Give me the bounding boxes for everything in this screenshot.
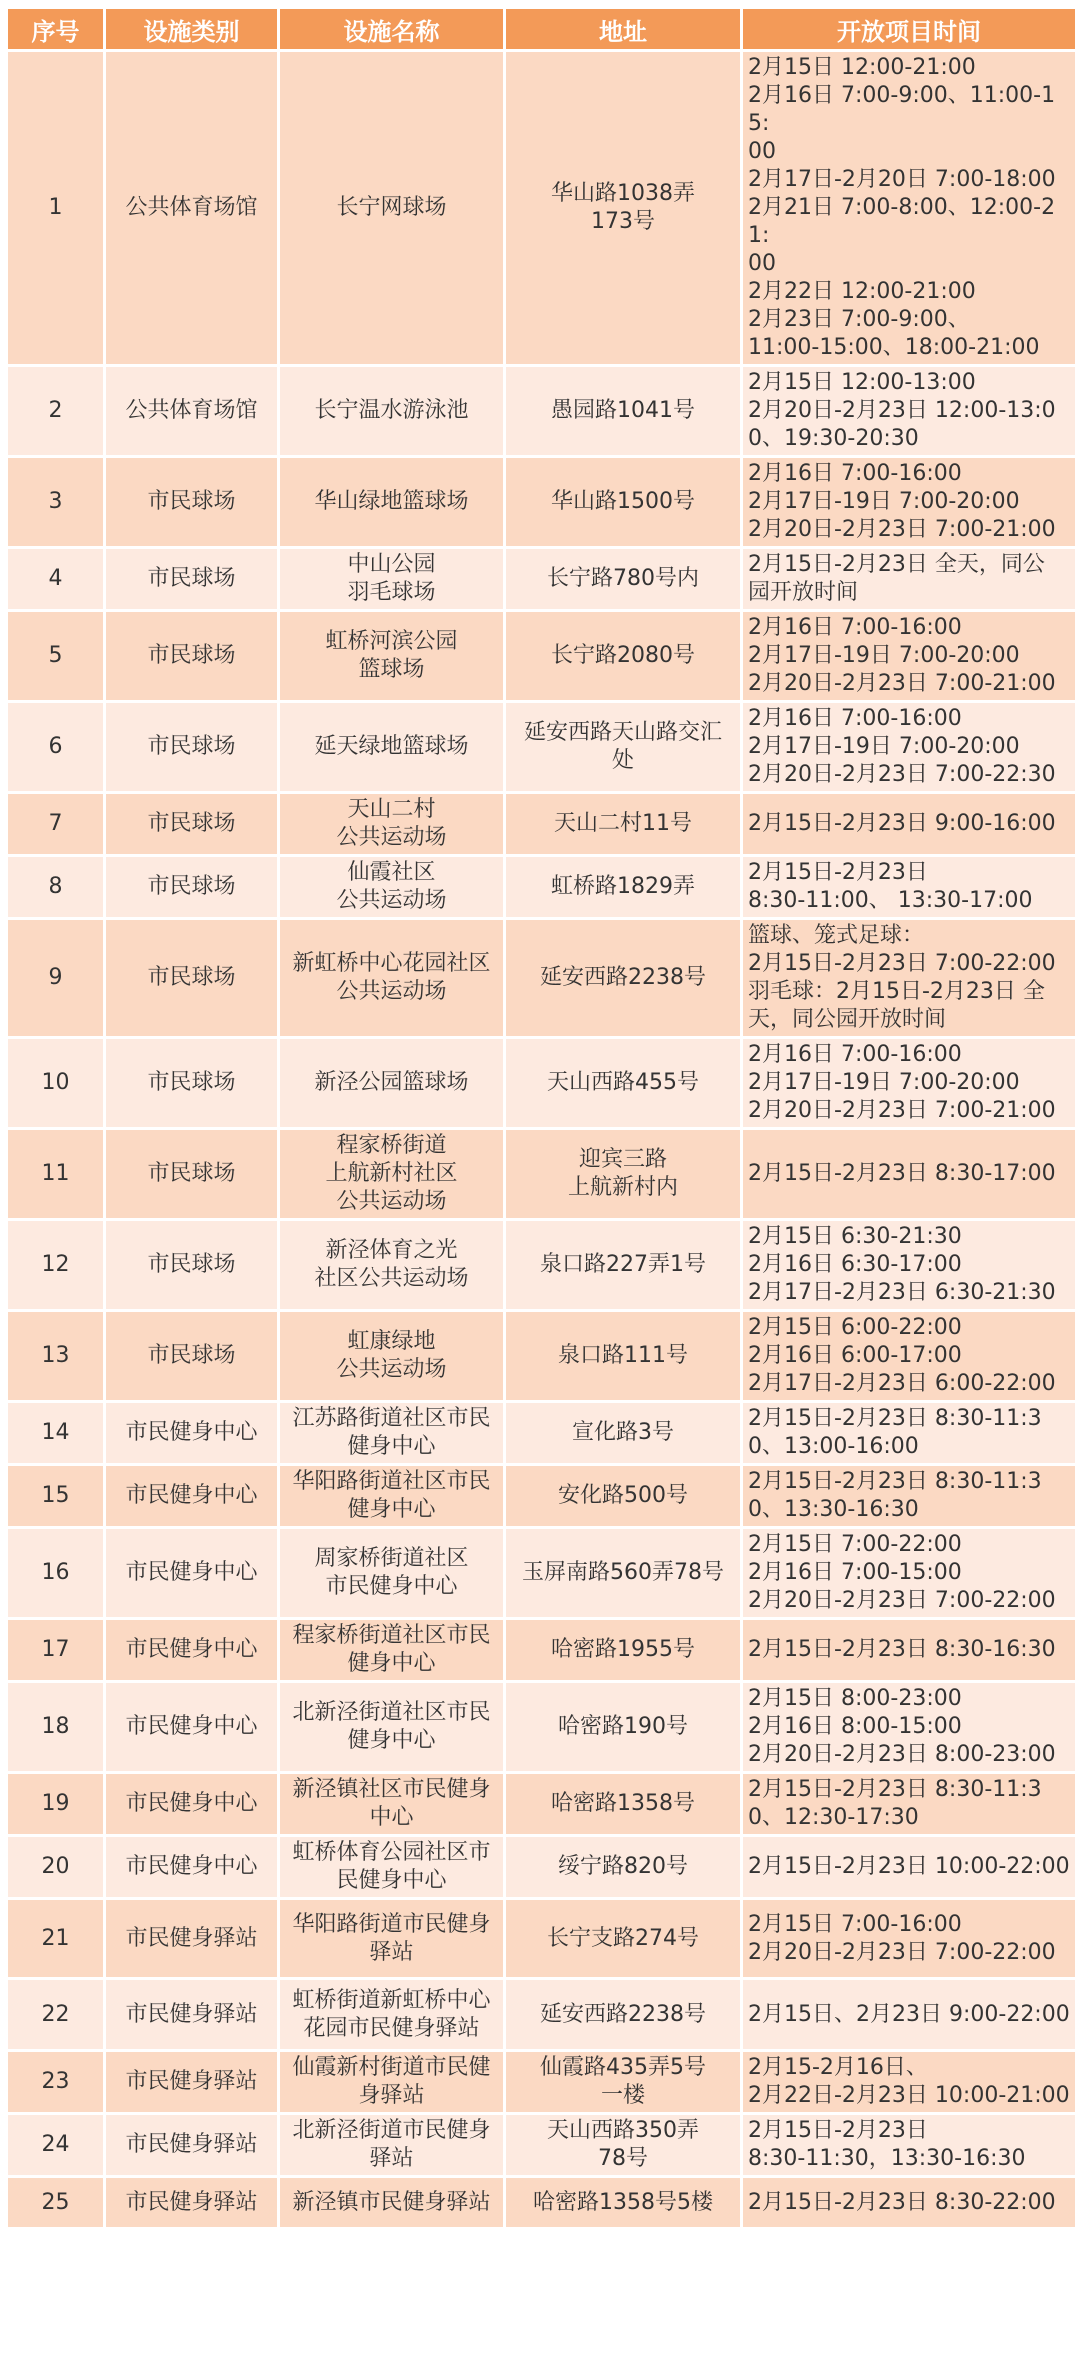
facility-address-line: 玉屏南路560弄78号: [522, 1560, 724, 1585]
opening-times-line: 2月21日 7:00-8:00、12:00-21:: [748, 195, 1056, 248]
opening-times-line: 2月16日 7:00-16:00: [748, 461, 962, 486]
opening-times-line: 2月16日 6:00-17:00: [748, 1343, 962, 1368]
facility-name-line: 健身中心: [347, 1651, 436, 1676]
opening-times: [742, 1402, 1077, 1465]
facility-address: [505, 51, 742, 366]
facility-address-line: 哈密路190号: [558, 1714, 688, 1739]
opening-times-line: 天，同公园开放时间: [748, 1007, 947, 1032]
facility-category: 市民健身中心: [105, 1682, 279, 1773]
facility-name-line: 新泾镇市民健身驿站: [292, 2189, 491, 2215]
opening-times-line: 2月16日 7:00-15:00: [748, 1560, 962, 1585]
opening-times: [742, 1528, 1077, 1619]
facility-category: 市民健身中心: [105, 1528, 279, 1619]
facility-address-line: 处: [611, 748, 634, 773]
facility-name-line: 花园市民健身驿站: [303, 2015, 480, 2041]
row-number: 25: [7, 2177, 105, 2229]
facility-name-line: 中山公园: [347, 552, 436, 577]
table-body: [7, 51, 1077, 2229]
table-row: [7, 1402, 1077, 1465]
opening-times: [742, 1899, 1077, 1979]
opening-times-line: 2月20日-2月23日 7:00-22:00: [748, 1588, 1056, 1613]
opening-times-line: 2月20日-2月23日 7:00-22:30: [748, 762, 1056, 787]
row-number: 23: [7, 2051, 105, 2114]
facility-address-line: 安化路500号: [558, 1483, 688, 1508]
facility-address: [505, 1402, 742, 1465]
opening-times-line: 2月15日-2月23日 8:30-11:3: [748, 1777, 1042, 1802]
facility-address-line: 一楼: [600, 2083, 645, 2108]
opening-times-line: 2月17日-19日 7:00-20:00: [748, 1070, 1020, 1095]
facility-name-line: 虹桥河滨公园: [325, 629, 458, 654]
opening-times-line: 2月15日 8:00-23:00: [748, 1686, 962, 1711]
facility-address-line: 天山西路455号: [547, 1070, 699, 1095]
facility-name-line: 仙霞新村街道市民健: [292, 2055, 491, 2080]
table-row: [7, 1619, 1077, 1682]
facility-name: [279, 1311, 505, 1402]
header-name: 设施名称: [279, 8, 505, 51]
facility-name-line: 华阳路街道社区市民: [292, 1469, 491, 1494]
facility-category: 市民球场: [105, 702, 279, 793]
row-number: 24: [7, 2114, 105, 2177]
header-times: 开放项目时间: [742, 8, 1077, 51]
facility-category: 市民球场: [105, 611, 279, 702]
opening-times-line: 篮球、笼式足球：: [748, 923, 925, 948]
facility-name-line: 程家桥街道社区市民: [292, 1623, 491, 1648]
row-number: 4: [7, 548, 105, 611]
facility-name-line: 北新泾街道社区市民: [292, 1700, 491, 1725]
table-row: [7, 1773, 1077, 1836]
facility-name-line: 公共运动场: [336, 979, 447, 1004]
facility-address: [505, 1836, 742, 1899]
facility-name-line: 社区公共运动场: [314, 1266, 469, 1291]
facility-address-line: 华山路1500号: [551, 489, 695, 514]
opening-times: [742, 1773, 1077, 1836]
facility-name-line: 民健身中心: [336, 1868, 447, 1893]
row-number: 22: [7, 1979, 105, 2051]
opening-times-line: 2月20日-2月23日 7:00-22:00: [748, 1939, 1056, 1965]
opening-times: [742, 2114, 1077, 2177]
facility-name-line: 虹康绿地: [347, 1329, 436, 1354]
table-row: [7, 1979, 1077, 2051]
facility-category: 市民健身驿站: [105, 2114, 279, 2177]
facility-name-line: 健身中心: [347, 1497, 436, 1522]
facility-category: 市民健身中心: [105, 1465, 279, 1528]
table-row: [7, 2114, 1077, 2177]
opening-times: [742, 1979, 1077, 2051]
facility-name-line: 长宁温水游泳池: [314, 398, 469, 423]
facility-address-line: 愚园路1041号: [551, 398, 695, 423]
facility-name-line: 周家桥街道社区: [314, 1546, 469, 1571]
opening-times-line: 2月17日-19日 7:00-20:00: [748, 734, 1020, 759]
facility-name: [279, 702, 505, 793]
table-row: [7, 51, 1077, 366]
facility-name: [279, 2114, 505, 2177]
facility-address: [505, 548, 742, 611]
opening-times: [742, 1619, 1077, 1682]
opening-times-line: 羽毛球：2月15日-2月23日 全: [748, 979, 1045, 1004]
facility-name: [279, 1773, 505, 1836]
opening-times-line: 2月20日-2月23日 7:00-21:00: [748, 1098, 1056, 1123]
row-number: 21: [7, 1899, 105, 1979]
facility-category: 市民球场: [105, 1311, 279, 1402]
facility-address-line: 虹桥路1829弄: [551, 874, 695, 899]
table-row: [7, 919, 1077, 1038]
facility-address-line: 长宁路2080号: [551, 643, 695, 668]
facility-address-line: 延安西路2238号: [540, 2001, 706, 2027]
facility-category: 市民健身驿站: [105, 2051, 279, 2114]
facility-name-line: 新泾公园篮球场: [314, 1070, 469, 1095]
facility-address: [505, 1619, 742, 1682]
table-row: [7, 793, 1077, 856]
opening-times-line: 2月15日-2月23日 10:00-22:00: [748, 1854, 1070, 1879]
facility-address-line: 迎宾三路: [578, 1147, 667, 1172]
row-number: 8: [7, 856, 105, 919]
facility-name-line: 新泾体育之光: [325, 1238, 458, 1263]
facility-category: 市民球场: [105, 919, 279, 1038]
facility-category: 市民健身中心: [105, 1402, 279, 1465]
facility-name: [279, 2051, 505, 2114]
row-number: 9: [7, 919, 105, 1038]
opening-times-line: 8:30-11:30，13:30-16:30: [748, 2146, 1026, 2171]
facility-category: 市民球场: [105, 1220, 279, 1311]
facility-address-line: 哈密路1358号5楼: [533, 2189, 713, 2215]
facility-category: 市民健身中心: [105, 1836, 279, 1899]
table-row: [7, 1038, 1077, 1129]
row-number: 14: [7, 1402, 105, 1465]
opening-times-line: 2月16日 6:30-17:00: [748, 1252, 962, 1277]
opening-times: [742, 366, 1077, 457]
facility-name-line: 公共运动场: [336, 825, 447, 850]
table-row: [7, 611, 1077, 702]
facility-name-line: 市民健身中心: [325, 1574, 458, 1599]
header-no: 序号: [7, 8, 105, 51]
row-number: 15: [7, 1465, 105, 1528]
table-row: [7, 856, 1077, 919]
facility-category: 市民球场: [105, 548, 279, 611]
facility-address-line: 宣化路3号: [572, 1420, 674, 1445]
facility-address-line: 哈密路1955号: [551, 1637, 695, 1662]
facility-category: 市民健身驿站: [105, 1899, 279, 1979]
facility-address: [505, 366, 742, 457]
opening-times: [742, 1836, 1077, 1899]
table-row: [7, 2177, 1077, 2229]
table-row: [7, 1899, 1077, 1979]
opening-times: [742, 611, 1077, 702]
facility-name: [279, 1682, 505, 1773]
facility-name-line: 天山二村: [347, 797, 436, 822]
facility-category: 市民健身驿站: [105, 2177, 279, 2229]
opening-times-line: 2月16日 7:00-16:00: [748, 706, 962, 731]
opening-times-line: 2月16日 7:00-9:00、11:00-15:: [748, 83, 1056, 136]
opening-times-line: 2月16日 7:00-16:00: [748, 615, 962, 640]
facility-name-line: 虹桥街道新虹桥中心: [292, 1987, 491, 2013]
facility-address-line: 长宁路780号内: [547, 566, 699, 591]
facility-address-line: 上航新村内: [567, 1175, 678, 1200]
facility-name: [279, 793, 505, 856]
facility-name: [279, 1402, 505, 1465]
facility-name: [279, 1038, 505, 1129]
facility-name-line: 新泾镇社区市民健身: [292, 1777, 491, 1802]
facility-name-line: 篮球场: [358, 657, 425, 682]
row-number: 20: [7, 1836, 105, 1899]
facility-name-line: 公共运动场: [336, 1357, 447, 1382]
opening-times-line: 2月20日-2月23日 7:00-21:00: [748, 517, 1056, 542]
row-number: 18: [7, 1682, 105, 1773]
facility-address-line: 泉口路227弄1号: [540, 1252, 706, 1277]
facility-address-line: 173号: [591, 209, 655, 234]
facility-name-line: 健身中心: [347, 1728, 436, 1753]
facility-name-line: 驿站: [369, 2146, 414, 2171]
opening-times-line: 2月15日 12:00-21:00: [748, 55, 976, 80]
opening-times-line: 0、19:30-20:30: [748, 426, 919, 451]
facility-address: [505, 2114, 742, 2177]
table-row: [7, 2051, 1077, 2114]
opening-times: [742, 2051, 1077, 2114]
facility-name: [279, 1220, 505, 1311]
facility-schedule-table: [5, 6, 1078, 2230]
opening-times-line: 2月15日-2月23日 8:30-11:3: [748, 1406, 1042, 1431]
opening-times-line: 2月17日-19日 7:00-20:00: [748, 489, 1020, 514]
opening-times: [742, 856, 1077, 919]
facility-name-line: 仙霞社区: [347, 860, 436, 885]
facility-name: [279, 51, 505, 366]
opening-times-line: 2月20日-2月23日 7:00-21:00: [748, 671, 1056, 696]
facility-address: [505, 919, 742, 1038]
opening-times: [742, 919, 1077, 1038]
facility-address-line: 华山路1038弄: [551, 181, 695, 206]
facility-name: [279, 1836, 505, 1899]
facility-address: [505, 1528, 742, 1619]
facility-name-line: 上航新村社区: [325, 1161, 458, 1186]
facility-category: 市民球场: [105, 457, 279, 548]
opening-times-line: 2月15-2月16日、: [748, 2055, 928, 2080]
opening-times-line: 2月16日 8:00-15:00: [748, 1714, 962, 1739]
opening-times: [742, 2177, 1077, 2229]
opening-times: [742, 1311, 1077, 1402]
row-number: 3: [7, 457, 105, 548]
schedule-table-container: [5, 6, 1075, 2230]
opening-times-line: 2月17日-19日 7:00-20:00: [748, 643, 1020, 668]
facility-name-line: 公共运动场: [336, 888, 447, 913]
facility-name-line: 驿站: [369, 1939, 414, 1965]
facility-address: [505, 702, 742, 793]
facility-address: [505, 1682, 742, 1773]
facility-address: [505, 1773, 742, 1836]
opening-times-line: 2月20日-2月23日 8:00-23:00: [748, 1742, 1056, 1767]
table-row: [7, 1220, 1077, 1311]
facility-name-line: 虹桥体育公园社区市: [292, 1840, 491, 1865]
table-row: [7, 1311, 1077, 1402]
facility-category: 市民健身中心: [105, 1773, 279, 1836]
row-number: 2: [7, 366, 105, 457]
row-number: 19: [7, 1773, 105, 1836]
facility-address: [505, 611, 742, 702]
opening-times-line: 2月17日-2月20日 7:00-18:00: [748, 167, 1056, 192]
opening-times-line: 2月17日-2月23日 6:30-21:30: [748, 1280, 1056, 1305]
row-number: 7: [7, 793, 105, 856]
facility-name-line: 新虹桥中心花园社区: [292, 951, 491, 976]
row-number: 17: [7, 1619, 105, 1682]
facility-address-line: 长宁支路274号: [547, 1925, 699, 1951]
row-number: 1: [7, 51, 105, 366]
row-number: 10: [7, 1038, 105, 1129]
facility-address-line: 哈密路1358号: [551, 1791, 695, 1816]
facility-address: [505, 793, 742, 856]
facility-category: 市民健身中心: [105, 1619, 279, 1682]
facility-address: [505, 457, 742, 548]
facility-address-line: 78号: [598, 2146, 648, 2171]
opening-times-line: 园开放时间: [748, 580, 859, 605]
row-number: 13: [7, 1311, 105, 1402]
opening-times-line: 0、12:30-17:30: [748, 1805, 919, 1830]
opening-times-line: 2月16日 7:00-16:00: [748, 1042, 962, 1067]
opening-times-line: 2月15日-2月23日 8:30-11:3: [748, 1469, 1042, 1494]
facility-category: 公共体育场馆: [105, 51, 279, 366]
facility-name: [279, 611, 505, 702]
table-row: [7, 1528, 1077, 1619]
row-number: 16: [7, 1528, 105, 1619]
header-category: 设施类别: [105, 8, 279, 51]
facility-address: [505, 856, 742, 919]
facility-name-line: 公共运动场: [336, 1189, 447, 1214]
row-number: 11: [7, 1129, 105, 1220]
facility-name-line: 健身中心: [347, 1434, 436, 1459]
opening-times-line: 2月15日-2月23日: [748, 2118, 928, 2143]
facility-category: 公共体育场馆: [105, 366, 279, 457]
facility-name-line: 程家桥街道: [336, 1133, 447, 1158]
facility-name-line: 华阳路街道市民健身: [292, 1911, 491, 1937]
opening-times-line: 2月22日 12:00-21:00: [748, 279, 976, 304]
facility-name: [279, 856, 505, 919]
facility-address: [505, 1129, 742, 1220]
opening-times-line: 2月15日-2月23日 9:00-16:00: [748, 811, 1056, 836]
facility-name: [279, 1129, 505, 1220]
opening-times-line: 2月15日 12:00-13:00: [748, 370, 976, 395]
facility-address: [505, 2051, 742, 2114]
opening-times-line: 2月17日-2月23日 6:00-22:00: [748, 1371, 1056, 1396]
opening-times-line: 0、13:00-16:00: [748, 1434, 919, 1459]
facility-name-line: 北新泾街道市民健身: [292, 2118, 491, 2143]
opening-times-line: 2月15日-2月23日 8:30-22:00: [748, 2189, 1056, 2215]
opening-times: [742, 1220, 1077, 1311]
opening-times: [742, 1038, 1077, 1129]
facility-name: [279, 457, 505, 548]
table-row: [7, 1129, 1077, 1220]
table-row: [7, 1682, 1077, 1773]
facility-address: [505, 1220, 742, 1311]
opening-times-line: 2月15日 6:30-21:30: [748, 1224, 962, 1249]
opening-times-line: 0、13:30-16:30: [748, 1497, 919, 1522]
opening-times-line: 2月15日 7:00-22:00: [748, 1532, 962, 1557]
opening-times-line: 2月15日-2月23日 全天，同公: [748, 552, 1045, 577]
opening-times-line: 2月15日 7:00-16:00: [748, 1911, 962, 1937]
opening-times-line: 2月20日-2月23日 12:00-13:0: [748, 398, 1056, 423]
opening-times-line: 2月15日-2月23日: [748, 860, 928, 885]
table-header-row: [7, 8, 1077, 51]
facility-address: [505, 1465, 742, 1528]
opening-times: [742, 1682, 1077, 1773]
table-row: [7, 1465, 1077, 1528]
facility-address-line: 延安西路2238号: [540, 965, 706, 990]
facility-address: [505, 1979, 742, 2051]
opening-times: [742, 51, 1077, 366]
facility-name: [279, 919, 505, 1038]
opening-times: [742, 1129, 1077, 1220]
facility-category: 市民球场: [105, 793, 279, 856]
facility-address-line: 天山二村11号: [554, 811, 692, 836]
facility-address: [505, 1899, 742, 1979]
opening-times: [742, 1465, 1077, 1528]
facility-name-line: 中心: [369, 1805, 414, 1830]
opening-times-line: 8:30-11:00、 13:30-17:00: [748, 888, 1033, 913]
facility-name: [279, 1899, 505, 1979]
facility-category: 市民球场: [105, 1129, 279, 1220]
facility-address: [505, 1038, 742, 1129]
facility-name: [279, 366, 505, 457]
opening-times: [742, 457, 1077, 548]
row-number: 6: [7, 702, 105, 793]
opening-times-line: 2月15日-2月23日 7:00-22:00: [748, 951, 1056, 976]
facility-address: [505, 2177, 742, 2229]
facility-address-line: 天山西路350弄: [547, 2118, 699, 2143]
opening-times-line: 2月15日-2月23日 8:30-16:30: [748, 1637, 1056, 1662]
facility-category: 市民健身驿站: [105, 1979, 279, 2051]
facility-name: [279, 2177, 505, 2229]
facility-address-line: 泉口路111号: [558, 1343, 688, 1368]
facility-category: 市民球场: [105, 1038, 279, 1129]
opening-times: [742, 548, 1077, 611]
opening-times-line: 2月15日、2月23日 9:00-22:00: [748, 2001, 1070, 2027]
table-row: [7, 548, 1077, 611]
facility-address-line: 仙霞路435弄5号: [540, 2055, 706, 2080]
opening-times: [742, 702, 1077, 793]
facility-name-line: 长宁网球场: [336, 195, 447, 220]
opening-times-line: 2月23日 7:00-9:00、: [748, 307, 970, 332]
facility-category: 市民球场: [105, 856, 279, 919]
facility-name-line: 延天绿地篮球场: [314, 734, 469, 759]
table-row: [7, 457, 1077, 548]
opening-times-line: 2月15日 6:00-22:00: [748, 1315, 962, 1340]
facility-address: [505, 1311, 742, 1402]
opening-times-line: 00: [748, 139, 776, 164]
opening-times-line: 00: [748, 251, 776, 276]
header-address: 地址: [505, 8, 742, 51]
table-row: [7, 1836, 1077, 1899]
table-row: [7, 702, 1077, 793]
facility-address-line: 绥宁路820号: [558, 1854, 688, 1879]
facility-name-line: 羽毛球场: [347, 580, 436, 605]
facility-address-line: 延安西路天山路交汇: [523, 720, 722, 745]
row-number: 5: [7, 611, 105, 702]
opening-times-line: 2月22日-2月23日 10:00-21:00: [748, 2083, 1070, 2108]
table-row: [7, 366, 1077, 457]
facility-name: [279, 1528, 505, 1619]
facility-name: [279, 1619, 505, 1682]
opening-times: [742, 793, 1077, 856]
row-number: 12: [7, 1220, 105, 1311]
opening-times-line: 11:00-15:00、18:00-21:00: [748, 335, 1040, 360]
facility-name: [279, 548, 505, 611]
facility-name: [279, 1465, 505, 1528]
facility-name-line: 江苏路街道社区市民: [292, 1406, 491, 1431]
facility-name-line: 身驿站: [358, 2083, 425, 2108]
facility-name: [279, 1979, 505, 2051]
opening-times-line: 2月15日-2月23日 8:30-17:00: [748, 1161, 1056, 1186]
facility-name-line: 华山绿地篮球场: [314, 489, 469, 514]
